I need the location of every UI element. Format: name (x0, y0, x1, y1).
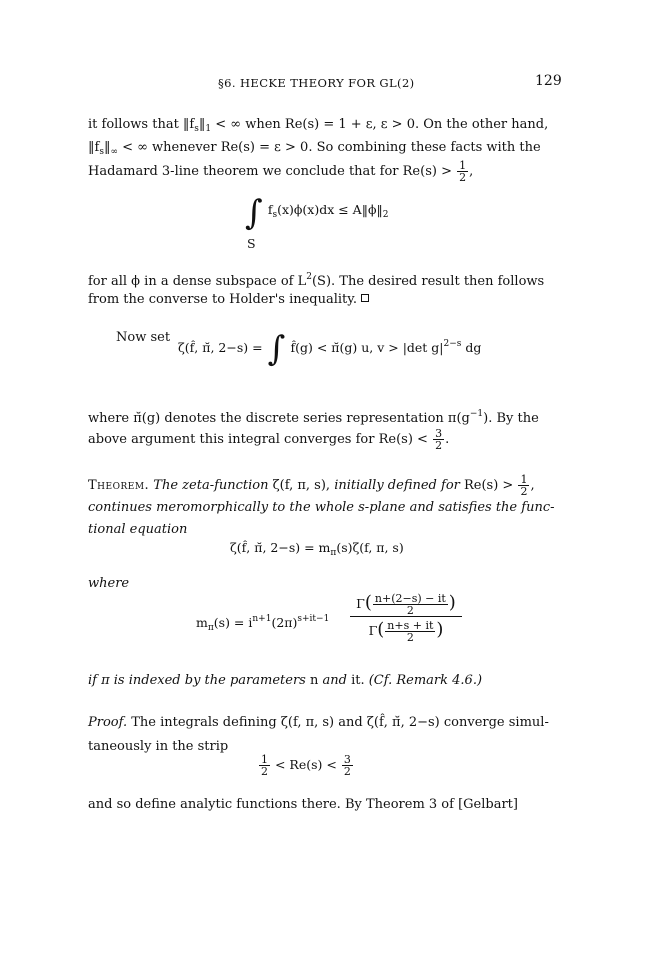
running-header: §6. HECKE THEORY FOR GL(2) (218, 76, 415, 90)
strip-inequality: $\frac{1}{2}$ < Re(s) < $\frac{3}{2}$ (261, 753, 351, 778)
theorem-line3: tional equation (88, 522, 188, 537)
equation-zeta-definition: $^{\zeta(f̂, \pĭ, 2-s) =}$ ∫ $^{f̂(g) < \pĭ(g) u, v > |det g|^{2-s} dg}$ (178, 329, 482, 369)
closing-line: and so define analytic functions there. By Theorem 3 of [Gelbart] (88, 797, 518, 812)
gamma-ratio (346, 590, 466, 643)
fraction-half-2: $\frac{1}{2}$ (520, 473, 528, 498)
now-set: Now set (116, 330, 171, 345)
functional-equation: ζ(f̂, π̆, $2-s) = m_\pi(s)\zeta(f$, π, s) (230, 540, 404, 558)
indexing-remark: if π is indexed by the parameters n and it. (Cf. Remark 4.6.) (88, 673, 483, 688)
integral-sign: ∫ (245, 193, 263, 233)
page-number: 129 (535, 73, 562, 89)
gamma-numerator: Γ( $\frac{n+(2-s) - it}{2}$ ) (356, 592, 456, 617)
proof-line2: taneously in the strip (88, 739, 229, 754)
fraction-three-halves: $\frac{3}{2}$ (435, 427, 443, 452)
para1-line1: it follows that $‖f_s‖_1$ < ∞ when Re(s) = 1 + ε, ε > 0. On the other hand, (88, 117, 549, 134)
para3-line1: where π̆(g) denotes the discrete series representation $\pi(g^{-1})$. By the (88, 409, 539, 426)
integral-domain: S (247, 236, 256, 251)
integral-sign-2: ∫ (267, 329, 286, 369)
equation-integral-bound: ∫ $^{f_s(x)\phi(x)dx \le A‖\phi‖_2}$ (245, 193, 389, 233)
para3-line2: above argument this integral converges for Re(s) < $\frac{3}{2}$ . (88, 427, 450, 452)
qed-box (361, 294, 369, 302)
fraction-half: $\frac{1}{2}$ (459, 159, 467, 184)
para2-line1: for all ϕ in a dense subspace of $L^2(S)$. The desired result then follows (88, 272, 545, 289)
theorem-line2: continues meromorphically to the whole s-plane and satisfies the func- (88, 500, 555, 515)
proof-line1: Proof. The integrals defining ζ(f, π, s) and ζ(f̂, π̆, 2−s) converge simul- (88, 715, 549, 730)
theorem-line1: Theorem. The zeta-function ζ(f, π, s), initially defined for Re(s) > $\frac{1}{2}$ , (88, 473, 535, 498)
para1-line3: Hadamard 3-line theorem we conclude that for Re(s) > $\frac{1}{2}$ , (88, 159, 474, 184)
para1-line2: $‖f_s‖_\infty$ < ∞ whenever Re(s) = ε > 0. So combining these facts with the (88, 140, 541, 157)
where-label: where (88, 576, 130, 591)
gamma-denominator: Γ( $\frac{n+s + it}{2}$ ) (368, 619, 444, 644)
m-pi-definition-lhs: $m_\pi(s) = i^{n+1}(2\pi)^{s+it-1}$ (196, 614, 330, 633)
para2-line2: from the converse to Holder's inequality. (88, 289, 369, 311)
